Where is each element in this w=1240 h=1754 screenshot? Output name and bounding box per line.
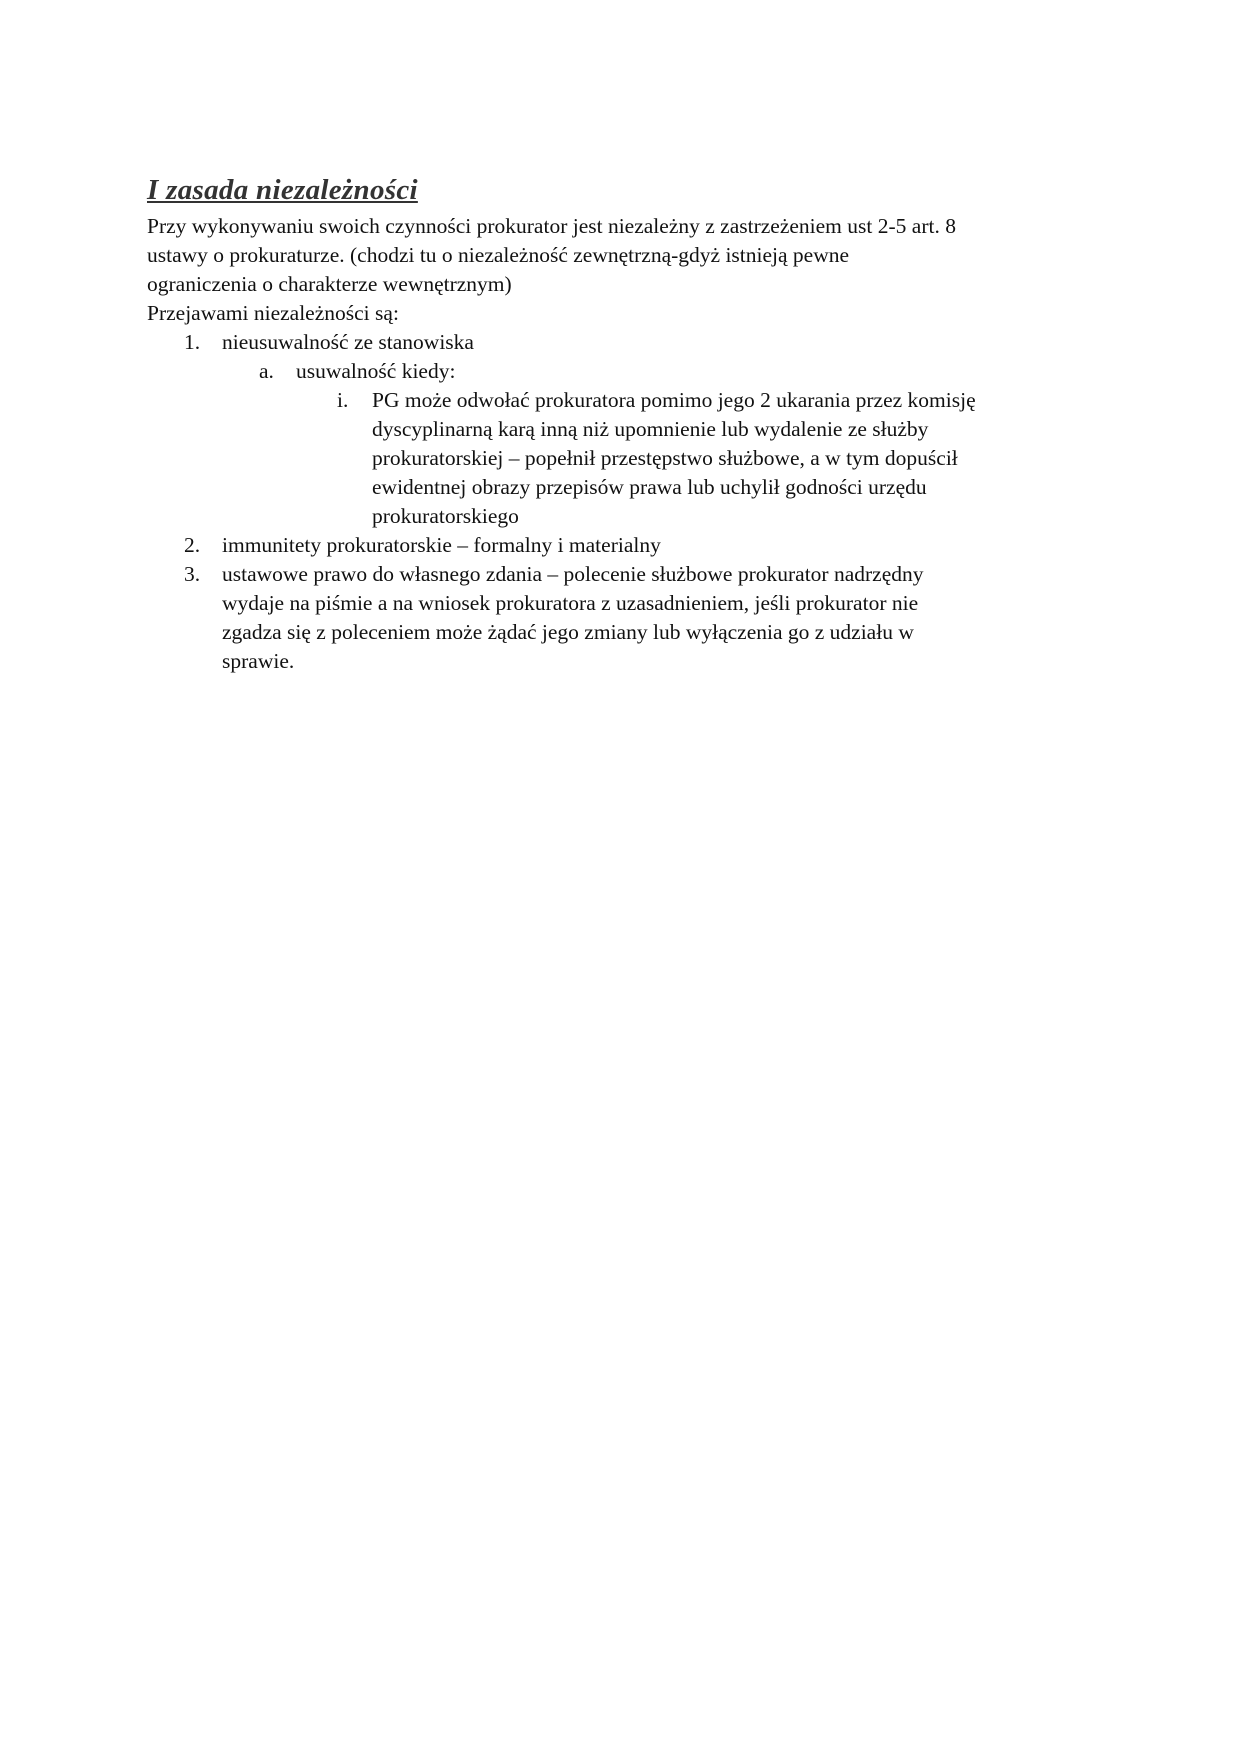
text-line: ustawowe prawo do własnego zdania – polecenie służbowe prokurator nadrzędny: [222, 562, 924, 586]
text-line: immunitety prokuratorskie – formalny i materialny: [222, 533, 661, 557]
intro-paragraph: [147, 212, 1107, 328]
text-line: usuwalność kiedy:: [296, 359, 456, 383]
text-line: PG może odwołać prokuratora pomimo jego 2 ukarania przez komisję: [372, 388, 976, 412]
text-line: nieusuwalność ze stanowiska: [222, 330, 474, 354]
list-item-2: [147, 531, 1107, 560]
list-marker: i.: [337, 388, 349, 412]
text-line: prokuratorskiej – popełnił przestępstwo służbowe, a w tym dopuścił: [372, 446, 958, 470]
list-item-3: [147, 560, 1107, 676]
text-line: dyscyplinarną karą inną niż upomnienie lub wydalenie ze służby: [372, 417, 929, 441]
list-marker: 3.: [184, 562, 201, 586]
text-line: prokuratorskiego: [372, 504, 519, 528]
list-marker: a.: [259, 359, 274, 383]
text-line: ustawy o prokuraturze. (chodzi tu o niezależność zewnętrzną-gdyż istnieją pewne: [147, 243, 850, 267]
text-line: zgadza się z poleceniem może żądać jego zmiany lub wyłączenia go z udziału w: [222, 620, 914, 644]
text-line: Przejawami niezależności są:: [147, 301, 399, 325]
text-line: ograniczenia o charakterze wewnętrznym): [147, 272, 512, 296]
list-marker: 2.: [184, 533, 201, 557]
list-item-1: [147, 328, 1107, 357]
document-page: [147, 172, 1107, 676]
list-item-1a: [147, 357, 1107, 386]
text-line: Przy wykonywaniu swoich czynności prokurator jest niezależny z zastrzeżeniem ust 2-5 art. 8: [147, 214, 956, 238]
list-marker: 1.: [184, 330, 201, 354]
text-line: wydaje na piśmie a na wniosek prokuratora z uzasadnieniem, jeśli prokurator nie: [222, 591, 919, 615]
list-item-1a-i: [147, 386, 1107, 531]
text-line: sprawie.: [222, 649, 295, 673]
text-line: ewidentnej obrazy przepisów prawa lub uchylił godności urzędu: [372, 475, 927, 499]
document-title: I zasada niezależności: [147, 174, 418, 206]
